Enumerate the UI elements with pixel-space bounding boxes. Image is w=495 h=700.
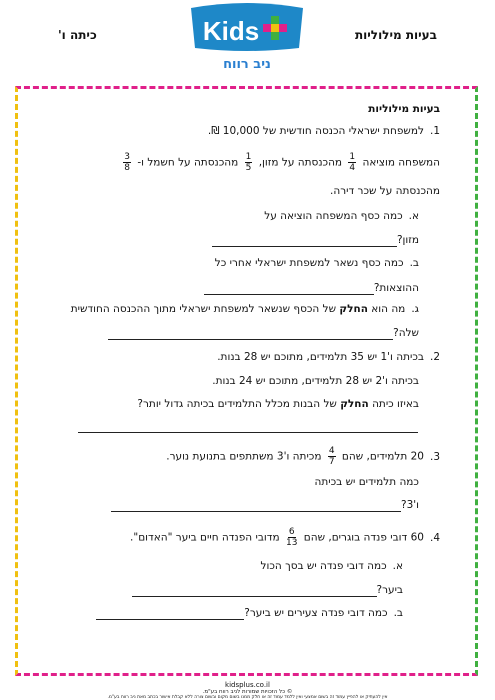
q4-b: ב.כמה דובי פנדה צעירים יש ביער?	[96, 606, 403, 620]
section-title: בעיות מילוליות	[368, 103, 440, 115]
q2-line3: באיזו כיתה החלק של הבנות מכלל התלמידים בכיתה גדול יותר?	[137, 398, 419, 410]
svg-text:ניב רווח: ניב רווח	[223, 57, 271, 72]
footer-copyright: © כל הזכויות שמורות לניב רווח בע"מ.	[202, 689, 293, 695]
q1-number: 1.	[429, 125, 440, 137]
q3-line2: כמה תלמידים יש בכיתה	[314, 476, 419, 488]
fraction: $\frac{6}{13}$	[285, 527, 298, 548]
footer-site: kidsplus.co.il	[225, 681, 270, 689]
q4-a-answer: ביער?	[132, 583, 404, 597]
footer-notice: אין להעתיק או להפיץ עמוד זה בשום אמצעי ואין ללמד עמוד זה או חלק ממנו בשום מקום ובשום צורה ללא קבלת אישור בכתב מאת ניב רווח בע"מ.	[107, 695, 388, 700]
q4-line1: 4.60 דובי פנדה בוגרים, שהם $\frac{6}{13}$ מדובי הפנדה חיים ביער "האדום".	[130, 527, 440, 548]
answer-line[interactable]	[78, 420, 418, 433]
q1-line2: המשפחה מוציאה $\frac{1}{4}$ מהכנסתה על מזון, $\frac{1}{5}$ מהכנסתה על חשמל ו- $\frac{3}{8}$	[124, 152, 440, 173]
svg-text:Kids: Kids	[202, 16, 260, 46]
q1-a-answer: מזון?	[212, 233, 419, 247]
q3-line1: 3.20 תלמידים, שהם $\frac{4}{7}$ מכיתה ו'3 משתתפים בתנועת נוער.	[166, 446, 440, 467]
answer-line[interactable]	[132, 584, 377, 597]
answer-line[interactable]	[204, 282, 374, 295]
q1-c: ג.מה הוא החלק של הכסף שנשאר למשפחת ישראלי מתוך ההכנסה החודשית	[70, 303, 419, 315]
fraction: $\frac{1}{4}$	[349, 152, 356, 173]
fraction: $\frac{1}{5}$	[245, 152, 252, 173]
q1-line1: 1.למשפחת ישראלי הכנסה חודשית של 10,000 ₪.	[207, 125, 440, 137]
answer-line[interactable]	[108, 327, 393, 340]
q1-a: א.כמה כסף המשפחה הוציאה על	[264, 210, 419, 222]
q1-b-answer: ההוצאות?	[204, 281, 419, 295]
q4-a: א.כמה דובי פנדה יש בסך הכול	[260, 560, 403, 572]
q2-line1: 2.בכיתה ו'1 יש 35 תלמידים, מתוכם יש 28 בנות.	[217, 351, 440, 363]
answer-line[interactable]	[96, 607, 244, 620]
q1-b: ב.כמה כסף נשאר למשפחת ישראלי אחרי כל	[214, 257, 419, 269]
q2-line2: בכיתה ו'2 יש 28 תלמידים, מתוכם יש 24 בנות.	[212, 375, 419, 387]
q3-answer: ו'3?	[111, 498, 419, 512]
answer-line[interactable]	[111, 499, 401, 512]
fraction: $\frac{3}{8}$	[124, 152, 130, 173]
answer-line[interactable]	[212, 234, 397, 247]
page-header-title: בעיות מילוליות	[354, 28, 437, 42]
fraction: $\frac{4}{7}$	[328, 446, 335, 467]
q1-line3: מהכנסתה על שכר דירה.	[330, 185, 440, 197]
q1-c-answer: שלה?	[108, 326, 419, 340]
page-header-grade: כיתה ו'	[58, 28, 97, 42]
kids-plus-logo	[185, 2, 309, 80]
